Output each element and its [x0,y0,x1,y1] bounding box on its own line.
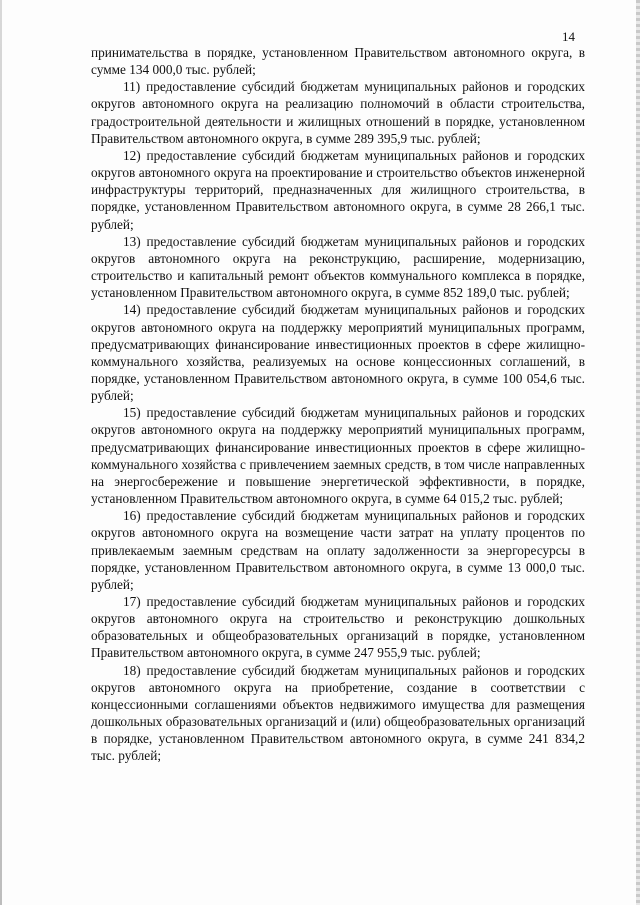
paragraph-item-14: 14) предоставление субсидий бюджетам муниципальных районов и городских округов автономного округа на поддержку мероприятий муниципальных программ, предусматривающих финансирование инвестиционных проектов в сфере жилищно-коммунального хозяйства, реализуемых на основе концессионных соглашений, в порядке, установленном Правительством автономного округа, в сумме 100 054,6 тыс. рублей; [91,302,585,404]
scan-edge-right [636,0,640,905]
paragraph-item-17: 17) предоставление субсидий бюджетам муниципальных районов и городских округов автономного округа на строительство и реконструкцию дошкольных образовательных и общеобразовательных организаций в порядке, установленном Правительством автономного округа, в сумме 247 955,9 тыс. рублей; [91,594,585,661]
paragraph-item-18: 18) предоставление субсидий бюджетам муниципальных районов и городских округов автономного округа на приобретение, создание в соответствии с концессионными соглашениями объектов недвижимого имущества для размещения дошкольных образовательных организаций и (или) общеобразовательных организаций в порядке, установленном Правительством автономного округа, в сумме 241 834,2 тыс. рублей; [91,662,585,764]
paragraph-continuation: принимательства в порядке, установленном Правительством автономного округа, в сумме 134 000,0 тыс. рублей; [91,45,585,78]
document-body [91,44,585,765]
page-number: 14 [562,29,575,44]
paragraph-item-12: 12) предоставление субсидий бюджетам муниципальных районов и городских округов автономного округа на проектирование и строительство объектов инженерной инфраструктуры территорий, предназначенных для жилищного строительства, в порядке, установленном Правительством автономного округа, в сумме 28 266,1 тыс. рублей; [91,147,585,232]
paragraph-item-13: 13) предоставление субсидий бюджетам муниципальных районов и городских округов автономного округа на реконструкцию, расширение, модернизацию, строительство и капитальный ремонт объектов коммунального комплекса в порядке, установленном Правительством автономного округа, в сумме 852 189,0 тыс. рублей; [91,233,585,301]
scan-edge-left [0,0,2,905]
paragraph-item-16: 16) предоставление субсидий бюджетам муниципальных районов и городских округов автономного округа на возмещение части затрат на уплату процентов по привлекаемым заемным средствам на оплату задолженности за энергоресурсы в порядке, установленном Правительством автономного округа, в сумме 13 000,0 тыс. рублей; [91,508,585,592]
paragraph-item-11: 11) предоставление субсидий бюджетам муниципальных районов и городских округов автономного округа на реализацию полномочий в области строительства, градостроительной деятельности и жилищных отношений в порядке, установленном Правительством автономного округа, в сумме 289 395,9 тыс. рублей; [91,79,585,146]
paragraph-item-15: 15) предоставление субсидий бюджетам муниципальных районов и городских округов автономного округа на поддержку мероприятий муниципальных программ, предусматривающих финансирование инвестиционных проектов в сфере жилищно-коммунального хозяйства с привлечением заемных средств, в том числе направленных на энергосбережение и повышение энергетической эффективности, в порядке, установленном Правительством автономного округа, в сумме 64 015,2 тыс. рублей; [91,405,585,507]
